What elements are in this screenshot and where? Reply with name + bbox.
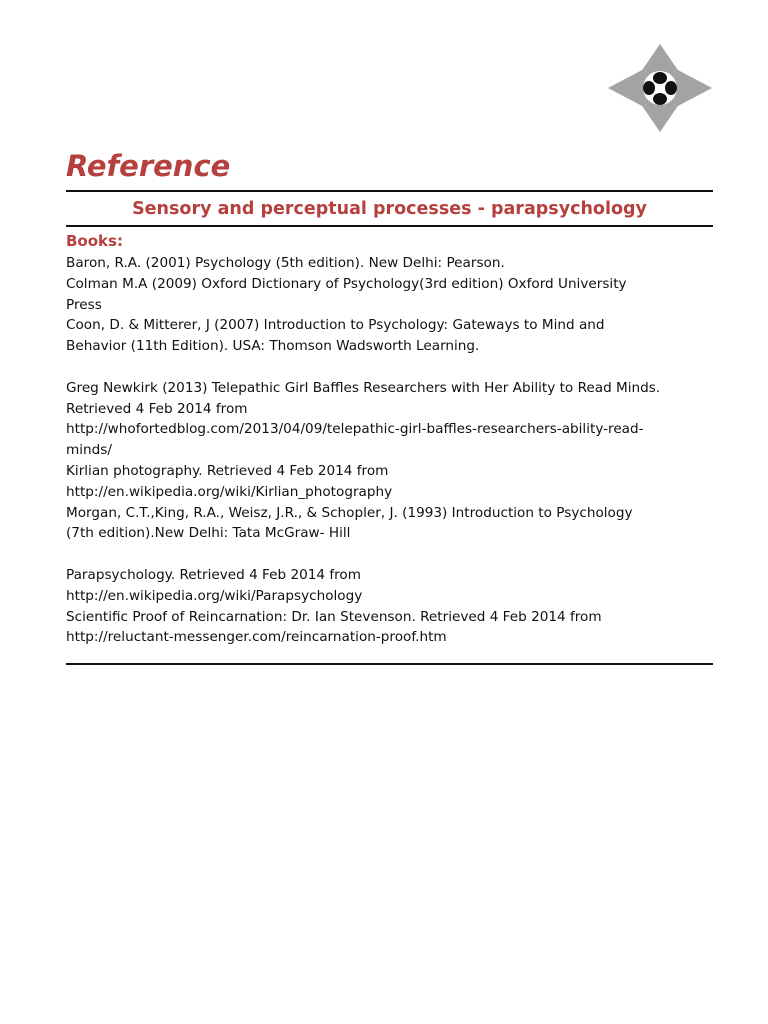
reference-line: Baron, R.A. (2001) Psychology (5th edition). New Delhi: Pearson.: [66, 255, 505, 271]
reference-line: http://reluctant-messenger.com/reincarnation-proof.htm: [66, 629, 447, 646]
divider-top: [66, 190, 713, 192]
blank-line: [66, 544, 716, 565]
divider-bottom: [66, 663, 713, 665]
four-petal-ornament-icon: [606, 42, 714, 134]
reference-line: Behavior (11th Edition). USA: Thomson Wadsworth Learning.: [66, 338, 480, 355]
reference-line: Greg Newkirk (2013) Telepathic Girl Baffles Researchers with Her Ability to Read Minds.: [66, 379, 661, 396]
reference-entry: [66, 378, 716, 461]
books-label: Books:: [66, 232, 123, 250]
reference-line: Retrieved 4 Feb 2014 from: [66, 400, 248, 417]
divider-middle: [66, 225, 713, 227]
page-title: Reference: [66, 149, 231, 183]
reference-entry: [66, 274, 716, 316]
reference-line: Parapsychology. Retrieved 4 Feb 2014 from: [66, 566, 361, 583]
reference-line: http://en.wikipedia.org/wiki/Kirlian_photography: [66, 483, 393, 500]
reference-line: Morgan, C.T.,King, R.A., Weisz, J.R., & Schopler, J. (1993) Introduction to Psychology: [66, 504, 633, 521]
reference-entry: [66, 607, 716, 649]
reference-line: (7th edition).New Delhi: Tata McGraw- Hill: [66, 525, 351, 542]
center-dot-right: [665, 81, 677, 95]
reference-line: http://whofortedblog.com/2013/04/09/telepathic-girl-baffles-researchers-ability-read-: [66, 421, 644, 438]
section-subtitle: Sensory and perceptual processes - parapsychology: [132, 199, 647, 219]
reference-line: Coon, D. & Mitterer, J (2007) Introduction to Psychology: Gateways to Mind and: [66, 317, 605, 334]
blank-line: [66, 357, 716, 378]
reference-line: Colman M.A (2009) Oxford Dictionary of Psychology(3rd edition) Oxford University: [66, 275, 627, 292]
reference-line: Press: [66, 296, 102, 313]
reference-entry: [66, 253, 716, 274]
reference-entry: [66, 315, 716, 357]
reference-list: [66, 253, 716, 648]
reference-line: Kirlian photography. Retrieved 4 Feb 2014 from: [66, 462, 389, 479]
reference-entry: [66, 503, 716, 545]
reference-line: Scientific Proof of Reincarnation: Dr. Ian Stevenson. Retrieved 4 Feb 2014 from: [66, 608, 602, 625]
reference-line: http://en.wikipedia.org/wiki/Parapsychology: [66, 587, 363, 604]
center-dot-bottom: [653, 93, 667, 105]
reference-line: minds/: [66, 442, 112, 459]
reference-entry: [66, 565, 716, 607]
reference-entry: [66, 461, 716, 503]
center-dot-top: [653, 72, 667, 84]
center-dot-left: [643, 81, 655, 95]
